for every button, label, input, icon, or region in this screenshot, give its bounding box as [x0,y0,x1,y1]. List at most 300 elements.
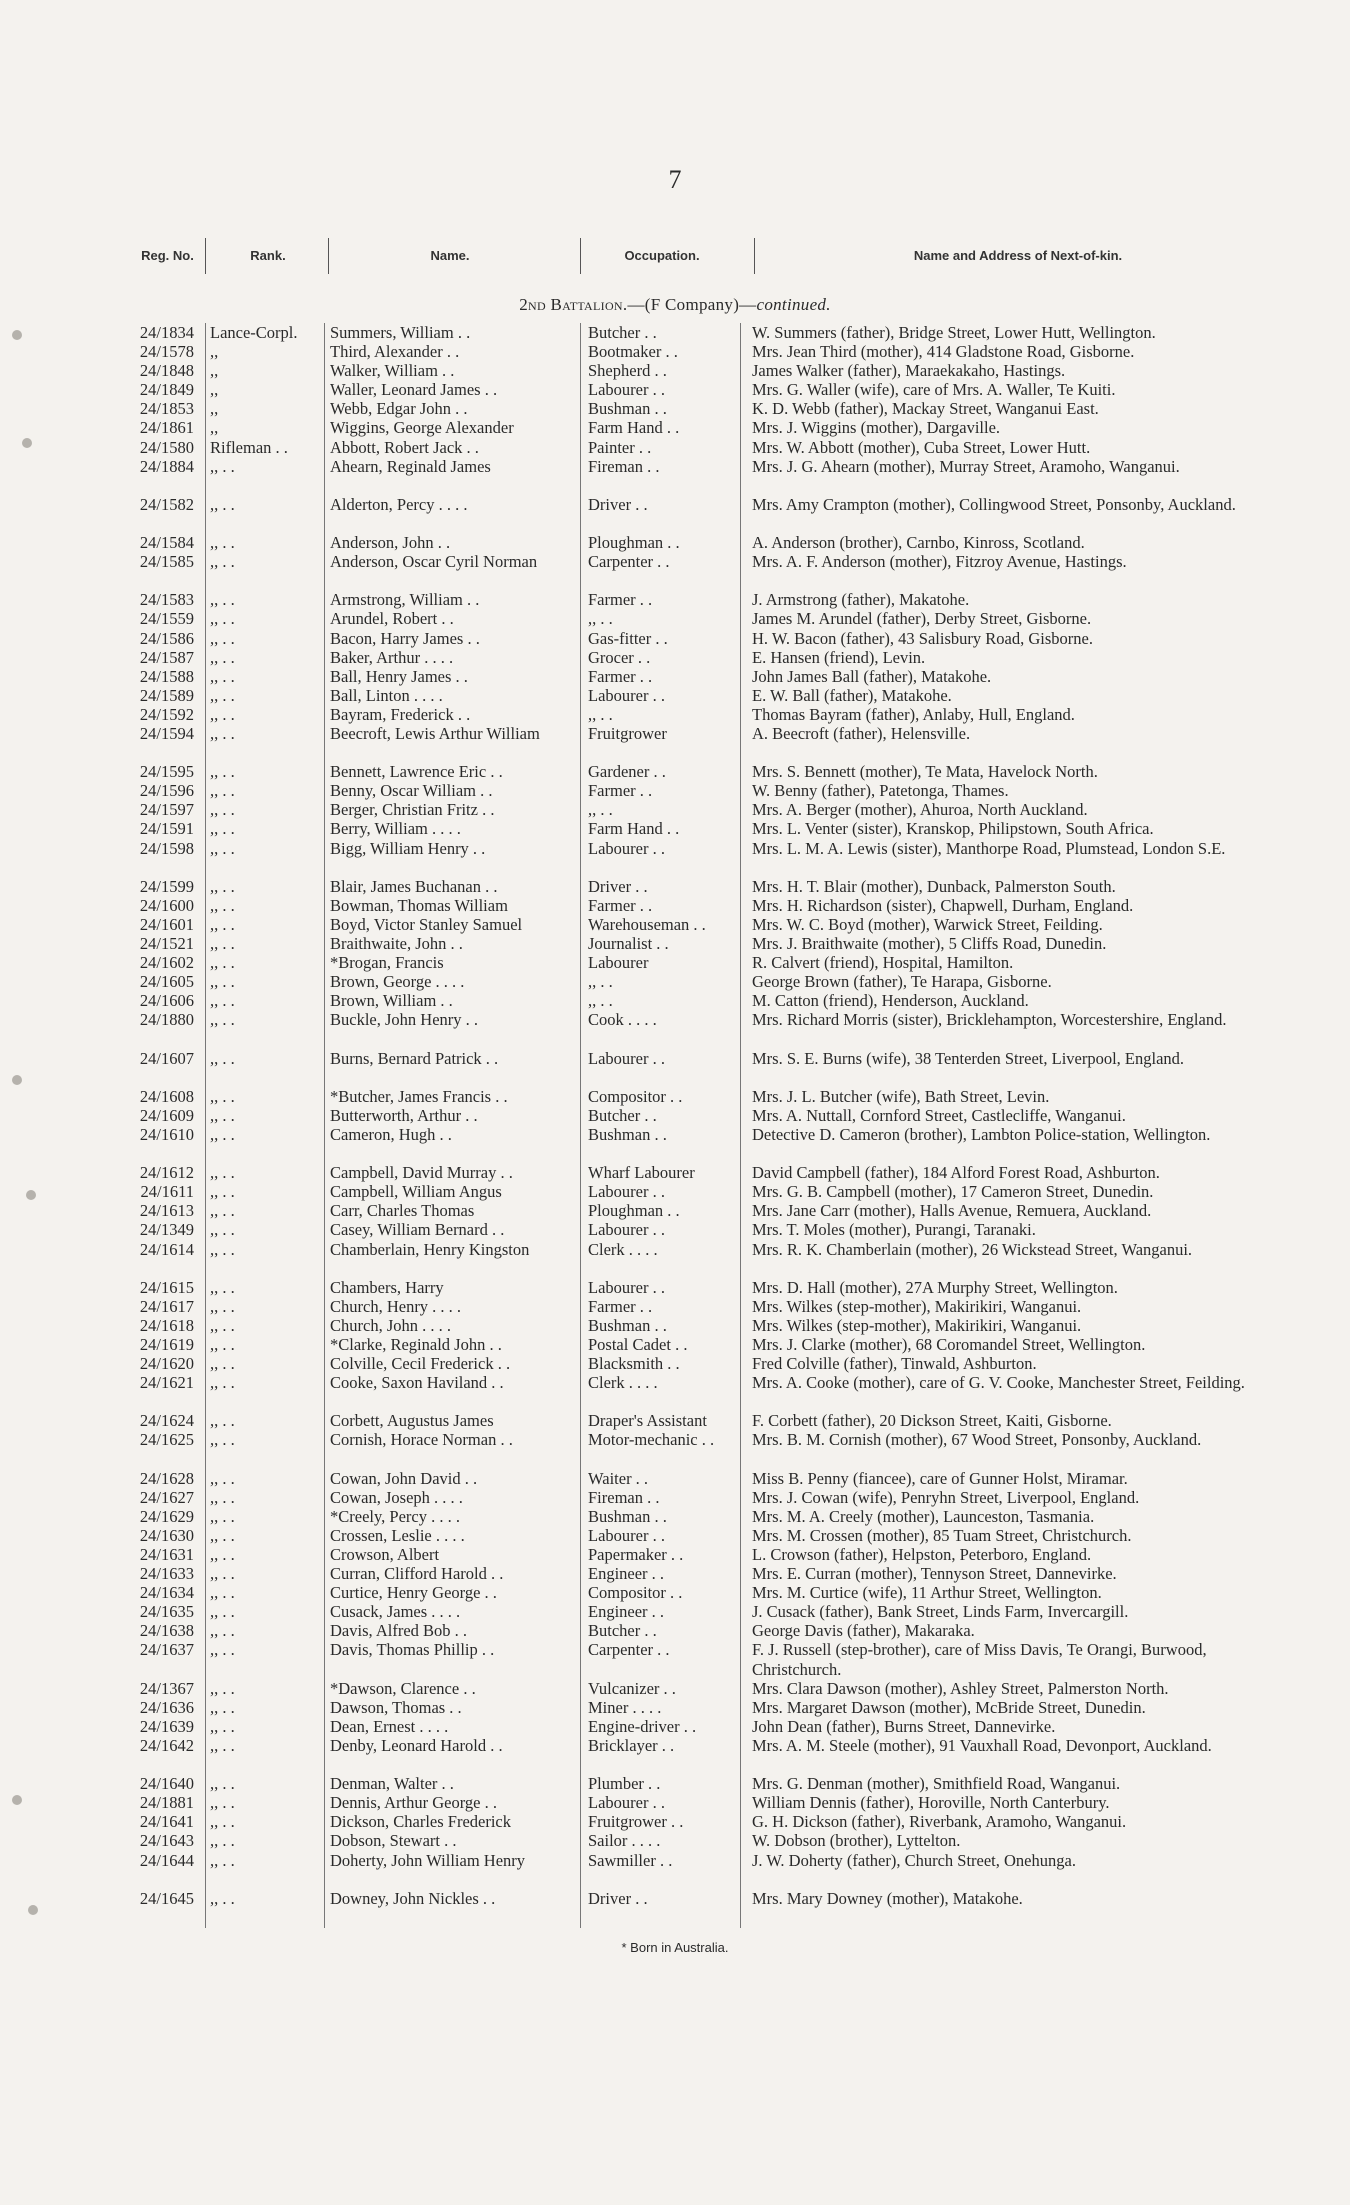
table-row [0,686,1350,705]
next-of-kin-cell: A. Anderson (brother), Carnbo, Kinross, Scotland. [752,533,1085,553]
rank-cell: ,, . . [210,876,235,896]
table-row [0,953,1350,972]
next-of-kin-cell: David Campbell (father), 184 Alford Forest Road, Ashburton. [752,1163,1160,1183]
next-of-kin-cell: J. W. Doherty (father), Church Street, Onehunga. [752,1850,1076,1870]
rank-cell: ,, . . [210,953,235,973]
name-cell: Cornish, Horace Norman . . [330,1430,513,1450]
reg-no-cell: 24/1602 [139,953,194,973]
table-row [0,1602,1350,1621]
next-of-kin-cell: Mrs. Margaret Dawson (mother), McBride Street, Dunedin. [752,1697,1146,1717]
reg-no-cell: 24/1645 [139,1888,194,1908]
next-of-kin-cell: W. Summers (father), Bridge Street, Lower Hutt, Wellington. [752,323,1156,342]
reg-no-cell: 24/1633 [139,1564,194,1584]
reg-no-cell: 24/1636 [139,1697,194,1717]
occupation-cell: Ploughman . . [588,1201,680,1221]
rank-cell: ,, [210,342,219,362]
next-of-kin-cell: Mrs. S. E. Burns (wife), 38 Tenterden Street, Liverpool, England. [752,1048,1185,1068]
reg-no-cell: 24/1592 [139,704,194,724]
rank-cell: ,, . . [210,1545,235,1564]
next-of-kin-cell: Mrs. A. F. Anderson (mother), Fitzroy Avenue, Hastings. [752,552,1127,572]
rank-cell: ,, [210,361,219,381]
punch-hole [26,1190,36,1200]
reg-no-cell: 24/1599 [139,876,194,896]
name-cell: Curtice, Henry George . . [330,1583,497,1603]
rank-cell: ,, [210,380,219,400]
reg-no-cell: 24/1630 [139,1525,194,1545]
rank-cell: ,, . . [210,934,235,953]
header-divider [328,238,329,274]
next-of-kin-cell: James Walker (father), Maraekakaho, Hastings. [752,361,1066,381]
reg-no-cell: 24/1349 [139,1220,194,1240]
name-cell: Benny, Oscar William . . [330,781,493,801]
reg-no-cell: 24/1635 [139,1602,194,1622]
rank-cell: ,, . . [210,1506,235,1526]
occupation-cell: ,, . . [588,991,613,1011]
rank-cell: ,, . . [210,1487,235,1507]
rank-cell: Lance-Corpl. [210,323,298,342]
occupation-cell: Grocer . . [588,647,651,667]
occupation-cell: Plumber . . [588,1774,661,1794]
next-of-kin-cell: F. Corbett (father), 20 Dickson Street, Kaiti, Gisborne. [752,1411,1112,1431]
rank-cell: ,, . . [210,704,235,724]
occupation-cell: Farmer . . [588,781,653,801]
rank-cell: ,, . . [210,1640,235,1660]
reg-no-cell: 24/1640 [139,1774,194,1794]
name-cell: Church, Henry . . . . [330,1296,462,1316]
table-row [0,533,1350,552]
reg-no-cell: 24/1643 [139,1831,194,1851]
occupation-cell: ,, . . [588,972,613,992]
occupation-cell: Farm Hand . . [588,819,680,839]
occupation-cell: Fireman . . [588,456,660,476]
header-divider [205,238,206,274]
name-cell: Butterworth, Arthur . . [330,1105,478,1125]
table-row [0,1201,1350,1220]
name-cell: Bigg, William Henry . . [330,838,486,858]
name-cell: Crossen, Leslie . . . . [330,1525,465,1545]
occupation-cell: Carpenter . . [588,552,670,572]
next-of-kin-cell: F. J. Russell (step-brother), care of Miss Davis, Te Orangi, Burwood, Christchurch. [752,1640,1207,1679]
occupation-cell: Labourer . . [588,1277,665,1297]
reg-no-cell: 24/1578 [139,342,194,362]
name-cell: Berry, William . . . . [330,819,461,839]
next-of-kin-cell: Mrs. Wilkes (step-mother), Makirikiri, Wanganui. [752,1296,1082,1316]
rank-cell: ,, . . [210,494,235,514]
name-cell: Colville, Cecil Frederick . . [330,1354,511,1374]
table-row [0,877,1350,896]
rank-cell: ,, . . [210,1564,235,1584]
name-cell: Bayram, Frederick . . [330,704,471,724]
reg-no-cell: 24/1598 [139,838,194,858]
occupation-cell: Bushman . . [588,1315,667,1335]
header-reg-no: Reg. No. [141,248,194,263]
rank-cell: ,, . . [210,1430,235,1450]
table-row [0,667,1350,686]
occupation-cell: Compositor . . [588,1583,683,1603]
next-of-kin-cell: E. W. Ball (father), Matakohe. [752,685,952,705]
table-row [0,896,1350,915]
table-row [0,781,1350,800]
occupation-cell: Blacksmith . . [588,1354,680,1374]
next-of-kin-cell: Mrs. A. M. Steele (mother), 91 Vauxhall Road, Devonport, Auckland. [752,1735,1212,1755]
rank-cell: ,, . . [210,838,235,858]
rank-cell: ,, . . [210,991,235,1011]
name-cell: Church, John . . . . [330,1315,451,1335]
next-of-kin-cell: Mrs. J. Wiggins (mother), Dargaville. [752,418,1001,438]
occupation-cell: Fruitgrower [588,723,667,743]
table-row [0,991,1350,1010]
name-cell: *Clarke, Reginald John . . [330,1334,502,1354]
name-cell: Brown, George . . . . [330,972,465,992]
rank-cell: ,, . . [210,1525,235,1545]
name-cell: Abbott, Robert Jack . . [330,437,479,457]
occupation-cell: Vulcanizer . . [588,1678,676,1698]
name-cell: Beecroft, Lewis Arthur William [330,723,540,743]
next-of-kin-cell: John Dean (father), Burns Street, Dannevirke. [752,1716,1056,1736]
next-of-kin-cell: George Brown (father), Te Harapa, Gisborne. [752,972,1052,992]
rank-cell: ,, . . [210,1850,235,1870]
table-row [0,361,1350,380]
table-row [0,1163,1350,1182]
next-of-kin-cell: Mrs. G. B. Campbell (mother), 17 Cameron Street, Dunedin. [752,1182,1154,1202]
name-cell: Ahearn, Reginald James [330,456,491,476]
occupation-cell: Gardener . . [588,762,666,782]
next-of-kin-cell: Mrs. J. Braithwaite (mother), 5 Cliffs Road, Dunedin. [752,934,1107,953]
occupation-cell: Farm Hand . . [588,418,680,438]
name-cell: Anderson, Oscar Cyril Norman [330,552,538,572]
name-cell: Boyd, Victor Stanley Samuel [330,914,523,934]
table-row [0,342,1350,361]
next-of-kin-cell: M. Catton (friend), Henderson, Auckland. [752,991,1029,1011]
reg-no-cell: 24/1589 [139,685,194,705]
name-cell: *Brogan, Francis [330,953,444,973]
rank-cell: ,, . . [210,628,235,648]
rank-cell: ,, . . [210,1373,235,1393]
name-cell: Doherty, John William Henry [330,1850,526,1870]
occupation-cell: Bushman . . [588,1124,667,1144]
section-battalion: 2nd Battalion. [519,295,628,314]
name-cell: Casey, William Bernard . . [330,1220,505,1240]
reg-no-cell: 24/1588 [139,666,194,686]
name-cell: Bowman, Thomas William [330,895,508,915]
next-of-kin-cell: G. H. Dickson (father), Riverbank, Aramoho, Wanganui. [752,1812,1127,1832]
reg-no-cell: 24/1881 [139,1793,194,1813]
header-divider [754,238,755,274]
reg-no-cell: 24/1597 [139,800,194,820]
next-of-kin-cell: Fred Colville (father), Tinwald, Ashburton. [752,1354,1037,1374]
table-row [0,972,1350,991]
section-company: —(F Company)— [627,295,757,314]
table-row [0,590,1350,609]
table-header [118,238,1278,274]
rank-cell: ,, . . [210,1735,235,1755]
reg-no-cell: 24/1629 [139,1506,194,1526]
rank-cell: ,, . . [210,1774,235,1794]
reg-no-cell: 24/1624 [139,1411,194,1431]
occupation-cell: Labourer . . [588,838,665,858]
table-row [0,1736,1350,1774]
name-cell: Denman, Walter . . [330,1774,454,1794]
rank-cell: ,, . . [210,1812,235,1832]
name-cell: Dobson, Stewart . . [330,1831,457,1851]
rank-cell: ,, . . [210,723,235,743]
occupation-cell: Farmer . . [588,590,653,610]
reg-no-cell: 24/1642 [139,1735,194,1755]
rank-cell: ,, . . [210,1716,235,1736]
reg-no-cell: 24/1621 [139,1373,194,1393]
next-of-kin-cell: K. D. Webb (father), Mackay Street, Wanganui East. [752,399,1099,419]
name-cell: Denby, Leonard Harold . . [330,1735,503,1755]
name-cell: Alderton, Percy . . . . [330,494,468,514]
next-of-kin-cell: Mrs. H. Richardson (sister), Chapwell, Durham, England. [752,895,1134,915]
name-cell: Cusack, James . . . . [330,1602,461,1622]
next-of-kin-cell: Mrs. R. K. Chamberlain (mother), 26 Wickstead Street, Wanganui. [752,1239,1193,1259]
rank-cell: ,, . . [210,1621,235,1641]
table-row [0,438,1350,457]
occupation-cell: ,, . . [588,800,613,820]
next-of-kin-cell: William Dennis (father), Horoville, North Canterbury. [752,1793,1110,1813]
next-of-kin-cell: Mrs. G. Denman (mother), Smithfield Road, Wanganui. [752,1774,1121,1794]
table-row [0,915,1350,934]
occupation-cell: Warehouseman . . [588,914,706,934]
reg-no-cell: 24/1595 [139,762,194,782]
name-cell: Cowan, John David . . [330,1468,478,1488]
name-cell: *Dawson, Clarence . . [330,1678,476,1698]
rank-cell: ,, . . [210,1315,235,1335]
occupation-cell: Compositor . . [588,1086,683,1106]
occupation-cell: Engine-driver . . [588,1716,697,1736]
reg-no-cell: 24/1625 [139,1430,194,1450]
table-row [0,629,1350,648]
reg-no-cell: 24/1880 [139,1010,194,1030]
rank-cell: ,, . . [210,1678,235,1698]
name-cell: Walker, William . . [330,361,455,381]
rank-cell: ,, . . [210,1010,235,1030]
next-of-kin-cell: Mrs. Mary Downey (mother), Matakohe. [752,1888,1023,1908]
reg-no-cell: 24/1834 [139,323,194,342]
table-row [0,1469,1350,1488]
table-row [0,1507,1350,1526]
next-of-kin-cell: Mrs. L. M. A. Lewis (sister), Manthorpe Road, Plumstead, London S.E. [752,838,1226,858]
occupation-cell: Butcher . . [588,1621,657,1641]
reg-no-cell: 24/1613 [139,1201,194,1221]
occupation-cell: Labourer . . [588,685,665,705]
next-of-kin-cell: Mrs. B. M. Cornish (mother), 67 Wood Street, Ponsonby, Auckland. [752,1430,1202,1450]
occupation-cell: Bootmaker . . [588,342,678,362]
table-row [0,457,1350,495]
name-cell: Dean, Ernest . . . . [330,1716,449,1736]
table-row [0,1621,1350,1640]
occupation-cell: Driver . . [588,494,648,514]
next-of-kin-cell: Miss B. Penny (fiancee), care of Gunner Holst, Miramar. [752,1468,1128,1488]
next-of-kin-cell: E. Hansen (friend), Levin. [752,647,926,667]
name-cell: Davis, Thomas Phillip . . [330,1640,495,1660]
rank-cell: ,, . . [210,1354,235,1374]
reg-no-cell: 24/1607 [139,1048,194,1068]
table-row [0,1889,1350,1908]
rank-cell: ,, . . [210,1888,235,1908]
next-of-kin-cell: Mrs. Jane Carr (mother), Halls Avenue, Remuera, Auckland. [752,1201,1152,1221]
reg-no-cell: 24/1615 [139,1277,194,1297]
reg-no-cell: 24/1587 [139,647,194,667]
next-of-kin-cell: Mrs. D. Hall (mother), 27A Murphy Street, Wellington. [752,1277,1118,1297]
reg-no-cell: 24/1596 [139,781,194,801]
table-row [0,1698,1350,1717]
table-row [0,1049,1350,1087]
next-of-kin-cell: Mrs. A. Berger (mother), Ahuroa, North Auckland. [752,800,1088,820]
name-cell: Arundel, Robert . . [330,609,454,629]
table-row [0,1182,1350,1201]
occupation-cell: Labourer . . [588,380,665,400]
occupation-cell: Bushman . . [588,1506,667,1526]
rank-cell: ,, . . [210,895,235,915]
rank-cell: ,, . . [210,590,235,610]
occupation-cell: Labourer . . [588,1182,665,1202]
section-continued: continued. [756,295,831,314]
next-of-kin-cell: Mrs. T. Moles (mother), Purangi, Taranaki. [752,1220,1036,1240]
name-cell: Armstrong, William . . [330,590,480,610]
next-of-kin-cell: Mrs. J. Clarke (mother), 68 Coromandel Street, Wellington. [752,1334,1146,1354]
name-cell: Ball, Linton . . . . [330,685,443,705]
table-row [0,1564,1350,1583]
reg-no-cell: 24/1634 [139,1583,194,1603]
occupation-cell: Labourer . . [588,1048,665,1068]
occupation-cell: Journalist . . [588,934,669,953]
name-cell: Wiggins, George Alexander [330,418,514,438]
table-row [0,1812,1350,1831]
next-of-kin-cell: Mrs. M. Curtice (wife), 11 Arthur Street, Wellington. [752,1583,1102,1603]
rank-cell: ,, . . [210,1220,235,1240]
name-cell: Cowan, Joseph . . . . [330,1487,463,1507]
reg-no-cell: 24/1637 [139,1640,194,1660]
reg-no-cell: 24/1521 [139,934,194,953]
rank-cell: ,, . . [210,1411,235,1431]
header-rank: Rank. [250,248,286,263]
occupation-cell: Clerk . . . . [588,1373,658,1393]
next-of-kin-cell: George Davis (father), Makaraka. [752,1621,975,1641]
reg-no-cell: 24/1618 [139,1315,194,1335]
rank-cell: ,, . . [210,1697,235,1717]
rank-cell: ,, . . [210,819,235,839]
punch-hole [22,438,32,448]
reg-no-cell: 24/1584 [139,533,194,553]
table-row [0,1717,1350,1736]
occupation-cell: Gas-fitter . . [588,628,668,648]
next-of-kin-cell: W. Benny (father), Patetonga, Thames. [752,781,1009,801]
name-cell: Campbell, William Angus [330,1182,502,1202]
next-of-kin-cell: A. Beecroft (father), Helensville. [752,723,971,743]
reg-no-cell: 24/1617 [139,1296,194,1316]
rank-cell: ,, . . [210,1201,235,1221]
rank-cell: ,, . . [210,1831,235,1851]
table-row [0,1278,1350,1297]
table-row [0,1851,1350,1889]
occupation-cell: Motor-mechanic . . [588,1430,715,1450]
table-row [0,1679,1350,1698]
name-cell: Waller, Leonard James . . [330,380,498,400]
name-cell: Buckle, John Henry . . [330,1010,479,1030]
reg-no-cell: 24/1620 [139,1354,194,1374]
next-of-kin-cell: Mrs. A. Nuttall, Cornford Street, Castlecliffe, Wanganui. [752,1105,1126,1125]
page-number: 7 [668,165,682,194]
table-row [0,1087,1350,1106]
occupation-cell: Carpenter . . [588,1640,670,1660]
occupation-cell: Bricklayer . . [588,1735,675,1755]
reg-no-cell: 24/1605 [139,972,194,992]
reg-no-cell: 24/1641 [139,1812,194,1832]
footnote: * Born in Australia. [621,1940,729,1955]
name-cell: Crowson, Albert [330,1545,440,1564]
reg-no-cell: 24/1644 [139,1850,194,1870]
table-row [0,1583,1350,1602]
reg-no-cell: 24/1627 [139,1487,194,1507]
rank-cell: ,, . . [210,1163,235,1183]
occupation-cell: Fruitgrower . . [588,1812,684,1832]
rank-cell: ,, . . [210,781,235,801]
name-cell: Webb, Edgar John . . [330,399,468,419]
next-of-kin-cell: Mrs. J. L. Butcher (wife), Bath Street, Levin. [752,1086,1050,1106]
next-of-kin-cell: Mrs. A. Cooke (mother), care of G. V. Cooke, Manchester Street, Feilding. [752,1373,1245,1393]
reg-no-cell: 24/1580 [139,437,194,457]
reg-no-cell: 24/1594 [139,723,194,743]
name-cell: Downey, John Nickles . . [330,1888,496,1908]
reg-no-cell: 24/1600 [139,895,194,915]
table-row [0,418,1350,437]
table-row [0,724,1350,762]
name-cell: Cooke, Saxon Haviland . . [330,1373,504,1393]
occupation-cell: Shepherd . . [588,361,667,381]
occupation-cell: Labourer . . [588,1793,665,1813]
table-row [0,1526,1350,1545]
table-row [0,762,1350,781]
rank-cell: ,, . . [210,685,235,705]
table-row [0,1010,1350,1048]
roll-table [0,323,1350,1908]
occupation-cell: ,, . . [588,609,613,629]
next-of-kin-cell: Mrs. W. C. Boyd (mother), Warwick Street, Feilding. [752,914,1103,934]
table-row [0,1335,1350,1354]
next-of-kin-cell: Mrs. Wilkes (step-mother), Makirikiri, Wanganui. [752,1315,1082,1335]
name-cell: Brown, William . . [330,991,453,1011]
occupation-cell: Wharf Labourer [588,1163,695,1183]
table-row [0,648,1350,667]
reg-no-cell: 24/1591 [139,819,194,839]
name-cell: Braithwaite, John . . [330,934,463,953]
next-of-kin-cell: John James Ball (father), Matakohe. [752,666,992,686]
name-cell: Davis, Alfred Bob . . [330,1621,468,1641]
reg-no-cell: 24/1582 [139,494,194,514]
reg-no-cell: 24/1861 [139,418,194,438]
reg-no-cell: 24/1612 [139,1163,194,1183]
table-row [0,934,1350,953]
rank-cell: ,, . . [210,456,235,476]
occupation-cell: Cook . . . . [588,1010,657,1030]
occupation-cell: Butcher . . [588,1105,657,1125]
name-cell: Cameron, Hugh . . [330,1124,452,1144]
next-of-kin-cell: Mrs. M. A. Creely (mother), Launceston, Tasmania. [752,1506,1095,1526]
rank-cell: Rifleman . . [210,437,288,457]
rank-cell: ,, . . [210,972,235,992]
occupation-cell: Farmer . . [588,666,653,686]
name-cell: Campbell, David Murray . . [330,1163,513,1183]
reg-no-cell: 24/1583 [139,590,194,610]
reg-no-cell: 24/1631 [139,1545,194,1564]
name-cell: Blair, James Buchanan . . [330,876,498,896]
reg-no-cell: 24/1606 [139,991,194,1011]
next-of-kin-cell: Mrs. G. Waller (wife), care of Mrs. A. Waller, Te Kuiti. [752,380,1116,400]
reg-no-cell: 24/1367 [139,1678,194,1698]
header-occupation: Occupation. [624,248,700,263]
